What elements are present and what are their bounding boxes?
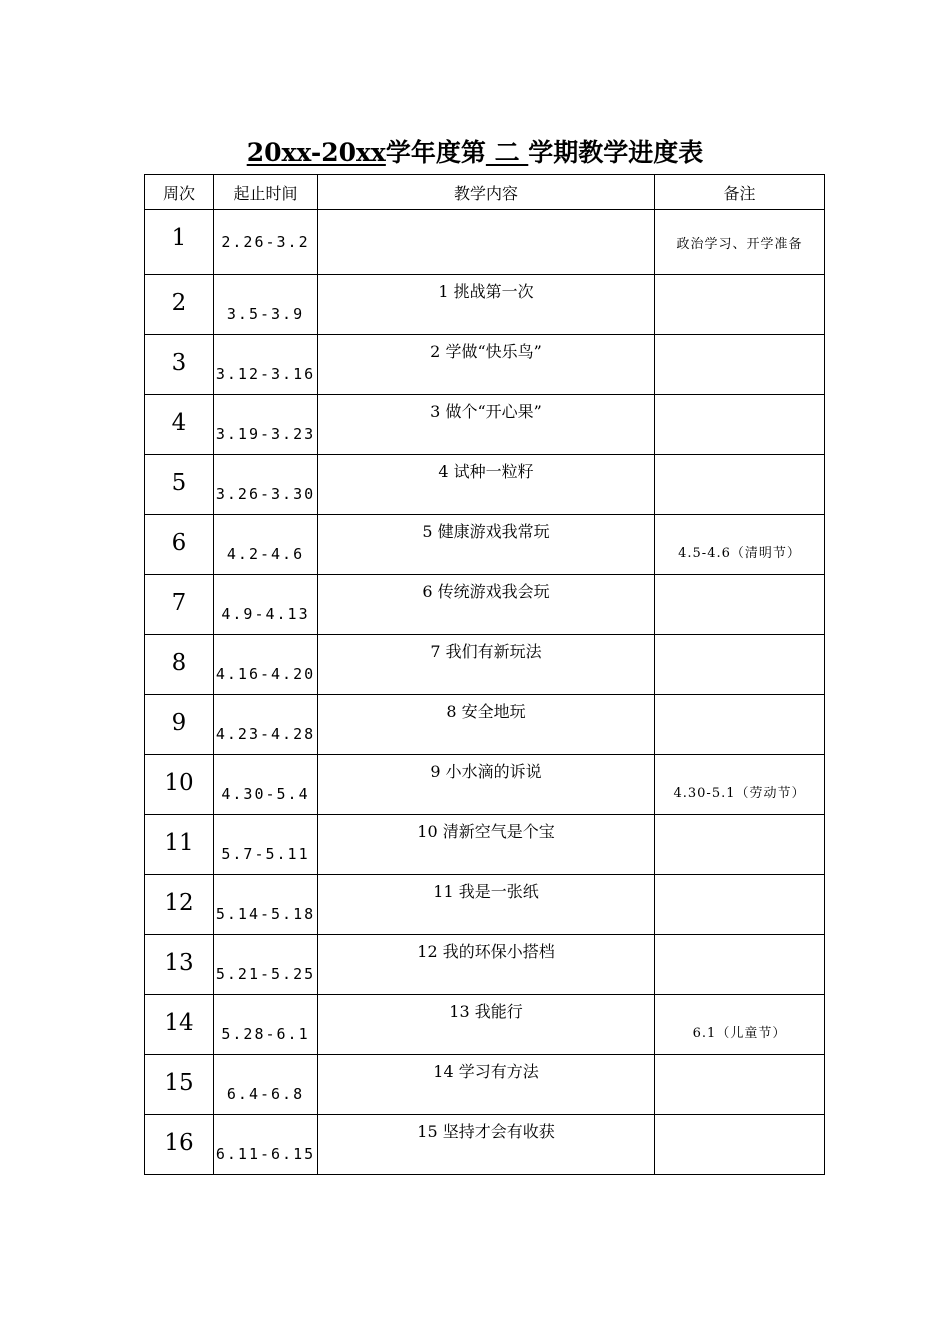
week-cell — [145, 515, 214, 575]
note-cell — [655, 275, 825, 335]
week-number: 2 — [171, 290, 187, 316]
note-cell — [655, 815, 825, 875]
week-number: 10 — [164, 770, 194, 796]
lesson-content: 8 安全地玩 — [446, 702, 526, 721]
date-range: 5.28-6.1 — [221, 1025, 310, 1043]
dates-cell — [214, 210, 318, 275]
table-row — [145, 575, 825, 635]
table-row — [145, 275, 825, 335]
dates-cell — [214, 455, 318, 515]
week-number: 15 — [164, 1070, 194, 1096]
date-range: 4.9-4.13 — [221, 605, 310, 623]
week-cell — [145, 210, 214, 275]
week-cell — [145, 995, 214, 1055]
week-cell — [145, 935, 214, 995]
dates-cell — [214, 755, 318, 815]
dates-cell — [214, 395, 318, 455]
date-range: 4.23-4.28 — [215, 725, 316, 743]
week-number: 14 — [164, 1010, 194, 1036]
week-cell — [145, 755, 214, 815]
content-cell — [318, 275, 655, 335]
dates-cell — [214, 515, 318, 575]
lesson-content: 11 我是一张纸 — [433, 882, 539, 901]
dates-cell — [214, 935, 318, 995]
week-cell — [145, 695, 214, 755]
table-row — [145, 1115, 825, 1175]
note-text: 4.30-5.1（劳动节） — [673, 786, 806, 801]
dates-cell — [214, 815, 318, 875]
table-row — [145, 395, 825, 455]
date-range: 2.26-3.2 — [221, 233, 310, 251]
week-cell — [145, 635, 214, 695]
note-text: 6.1（儿童节） — [692, 1026, 787, 1041]
lesson-content: 2 学做“快乐鸟” — [430, 342, 542, 361]
table-row — [145, 755, 825, 815]
lesson-content: 6 传统游戏我会玩 — [422, 582, 550, 601]
table-row — [145, 335, 825, 395]
dates-cell — [214, 875, 318, 935]
content-cell — [318, 335, 655, 395]
dates-cell — [214, 335, 318, 395]
table-row — [145, 455, 825, 515]
week-number: 13 — [164, 950, 194, 976]
lesson-content: 4 试种一粒籽 — [438, 462, 534, 481]
lesson-content: 1 挑战第一次 — [438, 282, 534, 301]
note-cell — [655, 575, 825, 635]
week-cell — [145, 575, 214, 635]
lesson-content: 12 我的环保小搭档 — [417, 942, 555, 961]
table-row — [145, 935, 825, 995]
dates-cell — [214, 635, 318, 695]
table-row — [145, 635, 825, 695]
table-row — [145, 995, 825, 1055]
lesson-content: 7 我们有新玩法 — [430, 642, 542, 661]
date-range: 5.14-5.18 — [215, 905, 316, 923]
note-cell — [655, 995, 825, 1055]
content-cell — [318, 875, 655, 935]
date-range: 4.30-5.4 — [221, 785, 310, 803]
week-number: 9 — [171, 710, 187, 736]
date-range: 3.19-3.23 — [215, 425, 316, 443]
content-cell — [318, 815, 655, 875]
note-cell — [655, 875, 825, 935]
title-middle: 学年度第 — [385, 138, 486, 167]
week-number: 3 — [171, 350, 187, 376]
content-cell — [318, 755, 655, 815]
dates-cell — [214, 1055, 318, 1115]
note-cell — [655, 395, 825, 455]
week-number: 5 — [171, 470, 187, 496]
header-note: 备注 — [655, 175, 825, 210]
note-cell — [655, 335, 825, 395]
table-row — [145, 210, 825, 275]
note-cell — [655, 210, 825, 275]
week-number: 11 — [164, 830, 194, 856]
date-range: 4.16-4.20 — [215, 665, 316, 683]
date-range: 6.4-6.8 — [226, 1085, 305, 1103]
date-range: 3.12-3.16 — [215, 365, 316, 383]
week-number: 1 — [171, 225, 187, 251]
content-cell — [318, 515, 655, 575]
week-number: 8 — [171, 650, 187, 676]
date-range: 5.21-5.25 — [215, 965, 316, 983]
week-number: 6 — [171, 530, 187, 556]
title-year: 20xx-20xx — [246, 138, 386, 167]
content-cell — [318, 455, 655, 515]
lesson-content: 3 做个“开心果” — [430, 402, 542, 421]
week-cell — [145, 815, 214, 875]
week-number: 4 — [171, 410, 187, 436]
lesson-content: 14 学习有方法 — [433, 1062, 539, 1081]
week-number: 16 — [164, 1130, 194, 1156]
title-term: 二 — [485, 138, 529, 167]
content-cell — [318, 635, 655, 695]
content-cell — [318, 575, 655, 635]
lesson-content: 5 健康游戏我常玩 — [422, 522, 550, 541]
lesson-content: 9 小水滴的诉说 — [430, 762, 542, 781]
table-row — [145, 815, 825, 875]
header-content: 教学内容 — [318, 175, 655, 210]
dates-cell — [214, 695, 318, 755]
table-row — [145, 1055, 825, 1115]
header-row — [145, 175, 825, 210]
dates-cell — [214, 995, 318, 1055]
content-cell — [318, 995, 655, 1055]
dates-cell — [214, 1115, 318, 1175]
note-cell — [655, 935, 825, 995]
week-cell — [145, 455, 214, 515]
note-text: 政治学习、开学准备 — [676, 237, 803, 252]
content-cell — [318, 1055, 655, 1115]
lesson-content: 15 坚持才会有收获 — [417, 1122, 555, 1141]
date-range: 4.2-4.6 — [226, 545, 305, 563]
page-title — [0, 133, 950, 169]
date-range: 3.5-3.9 — [226, 305, 305, 323]
week-cell — [145, 395, 214, 455]
header-week: 周次 — [145, 175, 214, 210]
content-cell — [318, 395, 655, 455]
note-text: 4.5-4.6（清明节） — [678, 546, 801, 561]
week-number: 12 — [164, 890, 194, 916]
table-row — [145, 875, 825, 935]
content-cell — [318, 1115, 655, 1175]
week-cell — [145, 275, 214, 335]
note-cell — [655, 755, 825, 815]
content-cell — [318, 935, 655, 995]
header-dates: 起止时间 — [214, 175, 318, 210]
schedule-table — [144, 174, 825, 1175]
date-range: 5.7-5.11 — [221, 845, 310, 863]
dates-cell — [214, 575, 318, 635]
table-row — [145, 695, 825, 755]
lesson-content: 10 清新空气是个宝 — [417, 822, 555, 841]
table-row — [145, 515, 825, 575]
content-cell — [318, 210, 655, 275]
week-cell — [145, 335, 214, 395]
lesson-content: 13 我能行 — [449, 1002, 523, 1021]
note-cell — [655, 695, 825, 755]
date-range: 3.26-3.30 — [215, 485, 316, 503]
note-cell — [655, 455, 825, 515]
week-number: 7 — [171, 590, 187, 616]
week-cell — [145, 875, 214, 935]
week-cell — [145, 1055, 214, 1115]
week-cell — [145, 1115, 214, 1175]
title-end: 学期教学进度表 — [528, 138, 704, 167]
date-range: 6.11-6.15 — [215, 1145, 316, 1163]
note-cell — [655, 1115, 825, 1175]
content-cell — [318, 695, 655, 755]
note-cell — [655, 515, 825, 575]
note-cell — [655, 635, 825, 695]
note-cell — [655, 1055, 825, 1115]
dates-cell — [214, 275, 318, 335]
